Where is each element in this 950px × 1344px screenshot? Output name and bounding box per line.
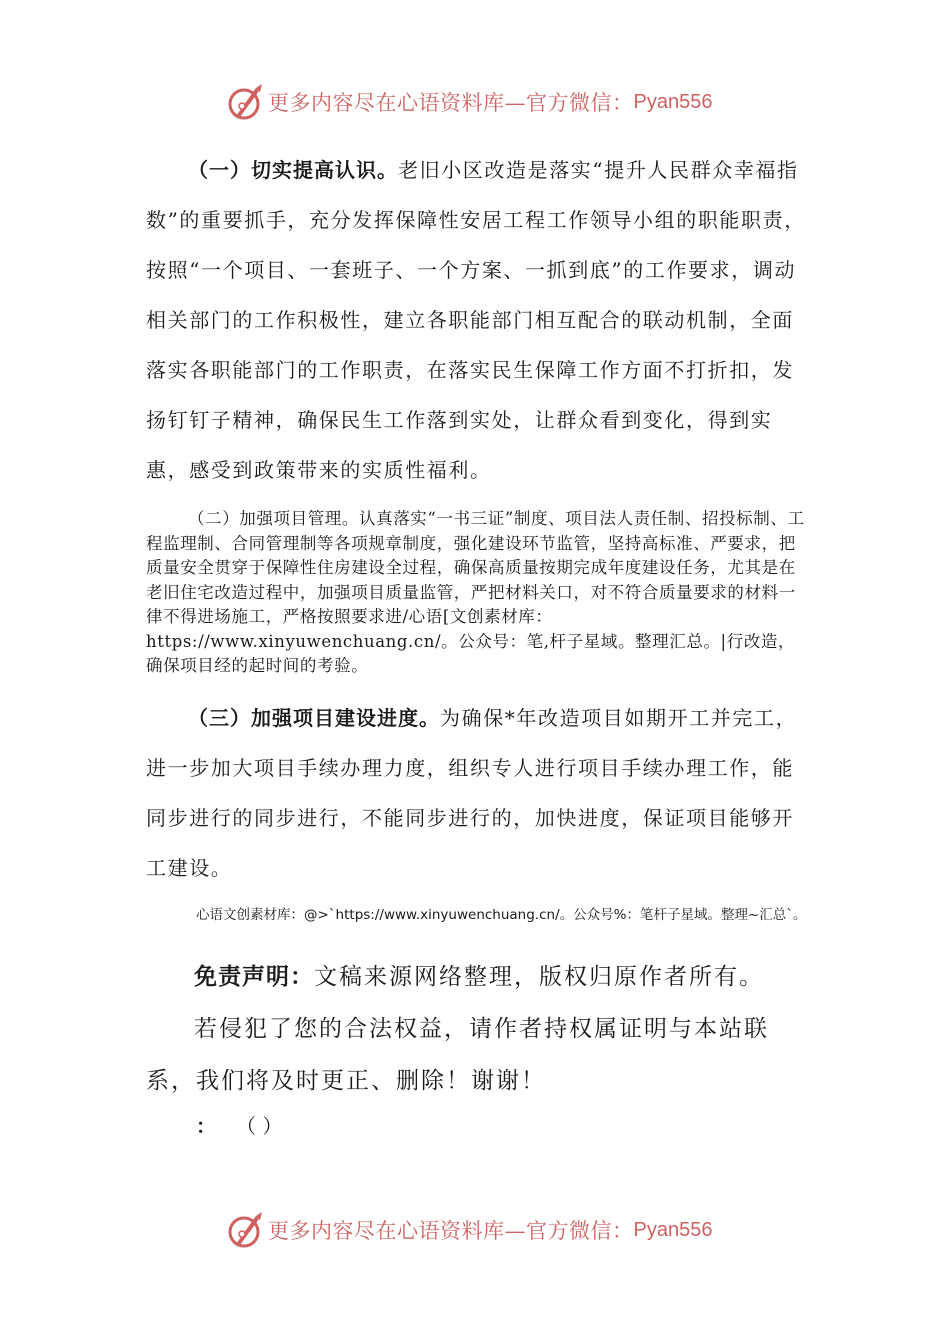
- tail-marks: [196, 1111, 282, 1141]
- section-3-heading: （三）加强项目建设进度。: [188, 706, 440, 730]
- banner-text: 更多内容尽在心语资料库—官方微信：: [268, 1219, 634, 1243]
- tail-parens: （ ）: [236, 1114, 283, 1138]
- section-1-heading: （一）切实提高认识。: [188, 158, 398, 182]
- disclaimer-line-2: 若侵犯了您的合法权益，请作者持权属证明与本站联系，我们将及时更正、删除！谢谢！: [146, 1016, 769, 1094]
- header-banner: [226, 82, 712, 122]
- source-note: 心语文创素材库：@>`https://www.xinyuwenchuang.cn/。公众号%：笔杆子星域。整理~汇总`。: [196, 907, 807, 923]
- section-2-paragraph: （二）加强项目管理。认真落实“一书三证”制度、项目法人责任制、招投标制、工程监理制、合同管理制等各项规章制度，强化建设环节监管，坚持高标准、严要求，把质量安全贯穿于保障性住房建设全过程，确保高质量按期完成年度建设任务，尤其是在老旧住宅改造过程中，加强项目质量监管，严把材料关口，对不符合质量要求的材料一律不得进场施工，严格按照要求进/心语[文创素材库：https://www.xinyuwenchuang.cn/。公众号：笔,杆子星域。整理汇总。|行改造，确保项目经的起时间的考验。: [146, 509, 805, 675]
- disclaimer-line-1: [146, 951, 811, 1003]
- banner-text: 更多内容尽在心语资料库—官方微信：: [268, 91, 634, 115]
- footer-banner: [226, 1210, 712, 1250]
- section-3-paragraph: [146, 693, 811, 893]
- disclaimer-text-1: 文稿来源网络整理，版权归原作者所有。: [314, 964, 764, 990]
- section-1-paragraph: [146, 145, 811, 495]
- section-3-body: 为确保*年改造项目如期开工并完工，进一步加大项目手续办理力度，组织专人进行项目手续办理工作，能同步进行的同步进行，不能同步进行的，加快进度，保证项目能够开工建设。: [146, 706, 798, 880]
- tail-colon: ：: [196, 1114, 216, 1138]
- quill-logo-icon: [226, 1210, 266, 1250]
- section-1-body: 老旧小区改造是落实“提升人民群众幸福指数”的重要抓手，充分发挥保障性安居工程工作领导小组的职能职责，按照“一个项目、一套班子、一个方案、一抓到底”的工作要求，调动相关部门的工作积极性，建立各职能部门相互配合的联动机制，全面落实各职能部门的工作职责，在落实民生保障工作方面不打折扣，发扬钉钉子精神，确保民生工作落到实处，让群众看到变化，得到实惠，感受到政策带来的实质性福利。: [146, 158, 806, 482]
- quill-logo-icon: [226, 82, 266, 122]
- banner-wechat-id: Pyan556: [633, 1218, 713, 1241]
- disclaimer-label: 免责声明：: [194, 964, 314, 990]
- banner-wechat-id: Pyan556: [633, 90, 713, 113]
